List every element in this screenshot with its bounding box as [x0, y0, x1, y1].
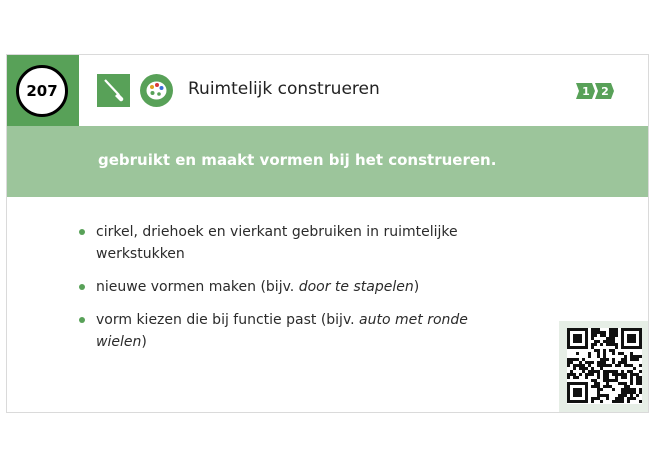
bullet-icon — [79, 317, 85, 323]
level-2: 2 — [601, 85, 609, 98]
list-item: cirkel, driehoek en vierkant gebruiken in ruimtelijke werkstukken — [79, 221, 519, 265]
brush-icon — [97, 74, 130, 107]
bullet-icon — [79, 229, 85, 235]
goal-text: gebruikt en maakt vormen bij het construeren. — [98, 151, 497, 169]
item-list — [79, 221, 519, 364]
level-1: 1 — [582, 85, 590, 98]
learning-card — [6, 54, 649, 413]
palette-icon — [140, 74, 173, 107]
bullet-icon — [79, 284, 85, 290]
card-title: Ruimtelijk construeren — [188, 79, 380, 99]
goal-banner — [7, 126, 648, 197]
list-item: vorm kiezen die bij functie past (bijv. auto met ronde wielen) — [79, 309, 519, 353]
number-badge — [7, 55, 79, 126]
list-item: nieuwe vormen maken (bijv. door te stapelen) — [79, 276, 519, 298]
level-badges — [576, 83, 616, 99]
card-number: 207 — [16, 65, 68, 117]
qr-code-icon[interactable] — [567, 328, 642, 404]
